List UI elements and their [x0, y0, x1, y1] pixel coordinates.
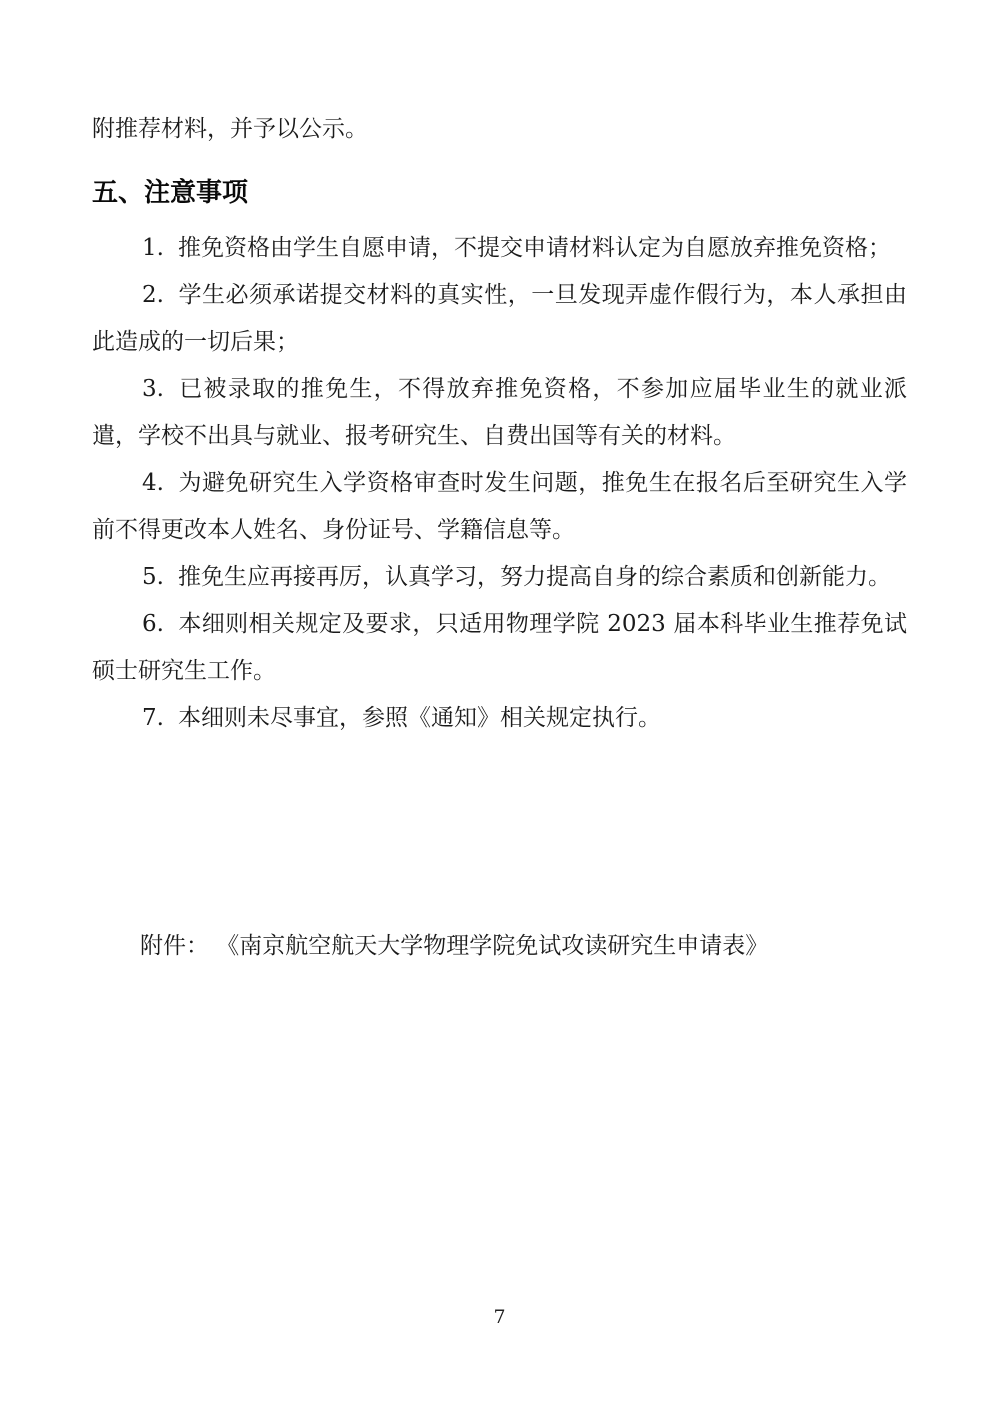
note-text-4: 为避免研究生入学资格审查时发生问题，推免生在报名后至研究生入学前不得更改本人姓名、身份证号、学籍信息等。: [92, 470, 907, 543]
note-item-6: [92, 601, 907, 695]
note-item-2: [92, 272, 907, 366]
note-number-4: 4.: [142, 470, 164, 496]
note-number-7: 7.: [142, 705, 164, 731]
note-item-3: [92, 366, 907, 460]
note-text-5: 推免生应再接再厉，认真学习，努力提高自身的综合素质和创新能力。: [177, 564, 891, 590]
notes-list: [92, 225, 907, 742]
note-number-2: 2.: [142, 282, 164, 308]
attachment-reference: 附件： 《南京航空航天大学物理学院免试攻读研究生申请表》: [140, 933, 769, 959]
section-heading: 五、注意事项: [92, 178, 249, 208]
note-text-2: 学生必须承诺提交材料的真实性，一旦发现弄虚作假行为，本人承担由此造成的一切后果；: [92, 282, 907, 355]
note-text-1: 推免资格由学生自愿申请，不提交申请材料认定为自愿放弃推免资格；: [177, 235, 891, 261]
note-item-5: [92, 554, 907, 601]
note-text-6: 本细则相关规定及要求，只适用物理学院 2023 届本科毕业生推荐免试硕士研究生工作。: [92, 611, 907, 684]
note-number-1: 1.: [142, 235, 164, 261]
page-number: 7: [493, 1306, 506, 1328]
paragraph-continuation: 附推荐材料，并予以公示。: [92, 116, 368, 142]
document-content: [92, 0, 907, 970]
note-item-1: [92, 225, 907, 272]
note-item-7: [92, 695, 907, 742]
note-item-4: [92, 460, 907, 554]
note-number-5: 5.: [142, 564, 164, 590]
note-number-3: 3.: [142, 376, 164, 402]
note-text-3: 已被录取的推免生，不得放弃推免资格，不参加应届毕业生的就业派遣，学校不出具与就业、报考研究生、自费出国等有关的材料。: [92, 376, 907, 449]
note-number-6: 6.: [142, 611, 164, 637]
note-text-7: 本细则未尽事宜，参照《通知》相关规定执行。: [177, 705, 661, 731]
